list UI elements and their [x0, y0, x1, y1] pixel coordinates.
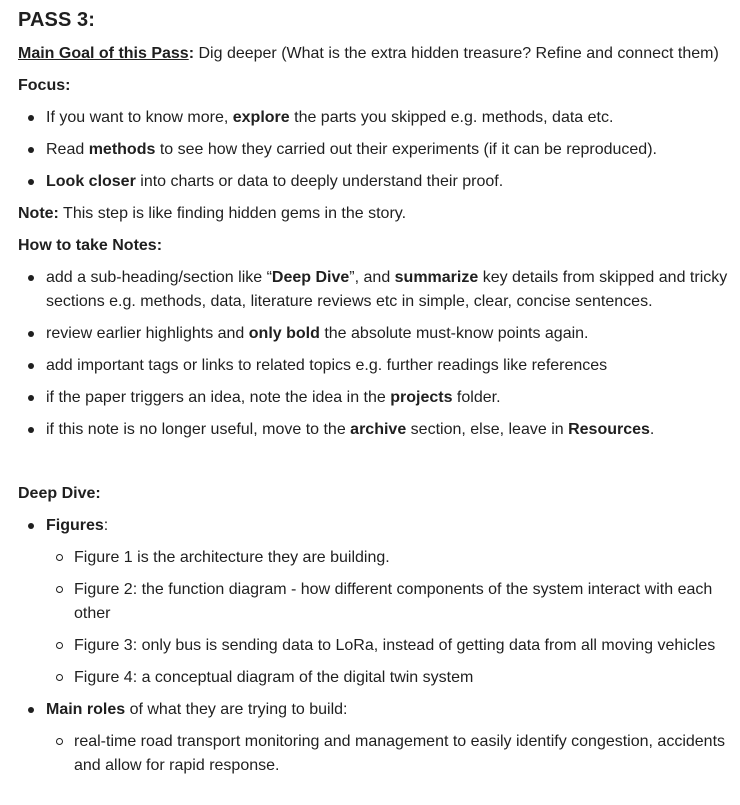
main-goal-line — [18, 42, 740, 66]
deep-dive-list — [18, 514, 740, 778]
list-item: real-time road transport monitoring and management to easily identify congestion, accidents and allow for rapid response. — [46, 730, 740, 778]
deep-dive-heading: Deep Dive: — [18, 485, 101, 502]
list-item: Figure 1 is the architecture they are building. — [46, 546, 740, 570]
list-item-main-roles: Main roles of what they are trying to build: real-time road transport monitoring and management to easily identify congestion, accidents and allow for rapid response. — [18, 698, 740, 778]
focus-list — [18, 106, 740, 194]
list-item: add a sub-heading/section like “Deep Dive”, and summarize key details from skipped and tricky sections e.g. methods, data, literature reviews etc in simple, clear, concise sentences. — [18, 266, 740, 314]
list-item: If you want to know more, explore the parts you skipped e.g. methods, data etc. — [18, 106, 740, 130]
list-item: Read methods to see how they carried out their experiments (if it can be reproduced). — [18, 138, 740, 162]
page-title: PASS 3: — [18, 9, 96, 31]
notes-heading: How to take Notes: — [18, 237, 163, 254]
list-item: review earlier highlights and only bold the absolute must-know points again. — [18, 322, 740, 346]
spacer — [18, 442, 740, 474]
note-label: Note: — [18, 205, 59, 222]
note-text: This step is like finding hidden gems in the story. — [58, 205, 407, 222]
main-goal-label: Main Goal of this Pass — [18, 45, 189, 62]
main-goal-text: Dig deeper (What is the extra hidden treasure? Refine and connect them) — [198, 45, 719, 62]
list-item: Figure 2: the function diagram - how different components of the system interact with each other — [46, 578, 740, 626]
notes-list — [18, 266, 740, 442]
focus-heading: Focus: — [18, 77, 71, 94]
note-line — [18, 202, 740, 226]
list-item: Figure 4: a conceptual diagram of the digital twin system — [46, 666, 740, 690]
figures-list — [46, 546, 740, 690]
list-item: if this note is no longer useful, move to the archive section, else, leave in Resources. — [18, 418, 740, 442]
roles-list — [46, 730, 740, 778]
main-goal-colon: : — [188, 45, 195, 62]
list-item: if the paper triggers an idea, note the idea in the projects folder. — [18, 386, 740, 410]
list-item: Figure 3: only bus is sending data to LoRa, instead of getting data from all moving vehicles — [46, 634, 740, 658]
list-item-figures: Figures: Figure 1 is the architecture they are building. Figure 2: the function diagram - how different components of the system interact with each other Figure 3: only bus is sending data to LoRa, instead of getting data from all moving vehicles Figure 4: a conceptual diagram of the digital twin system — [18, 514, 740, 690]
list-item: add important tags or links to related topics e.g. further readings like references — [18, 354, 740, 378]
list-item: Look closer into charts or data to deeply understand their proof. — [18, 170, 740, 194]
